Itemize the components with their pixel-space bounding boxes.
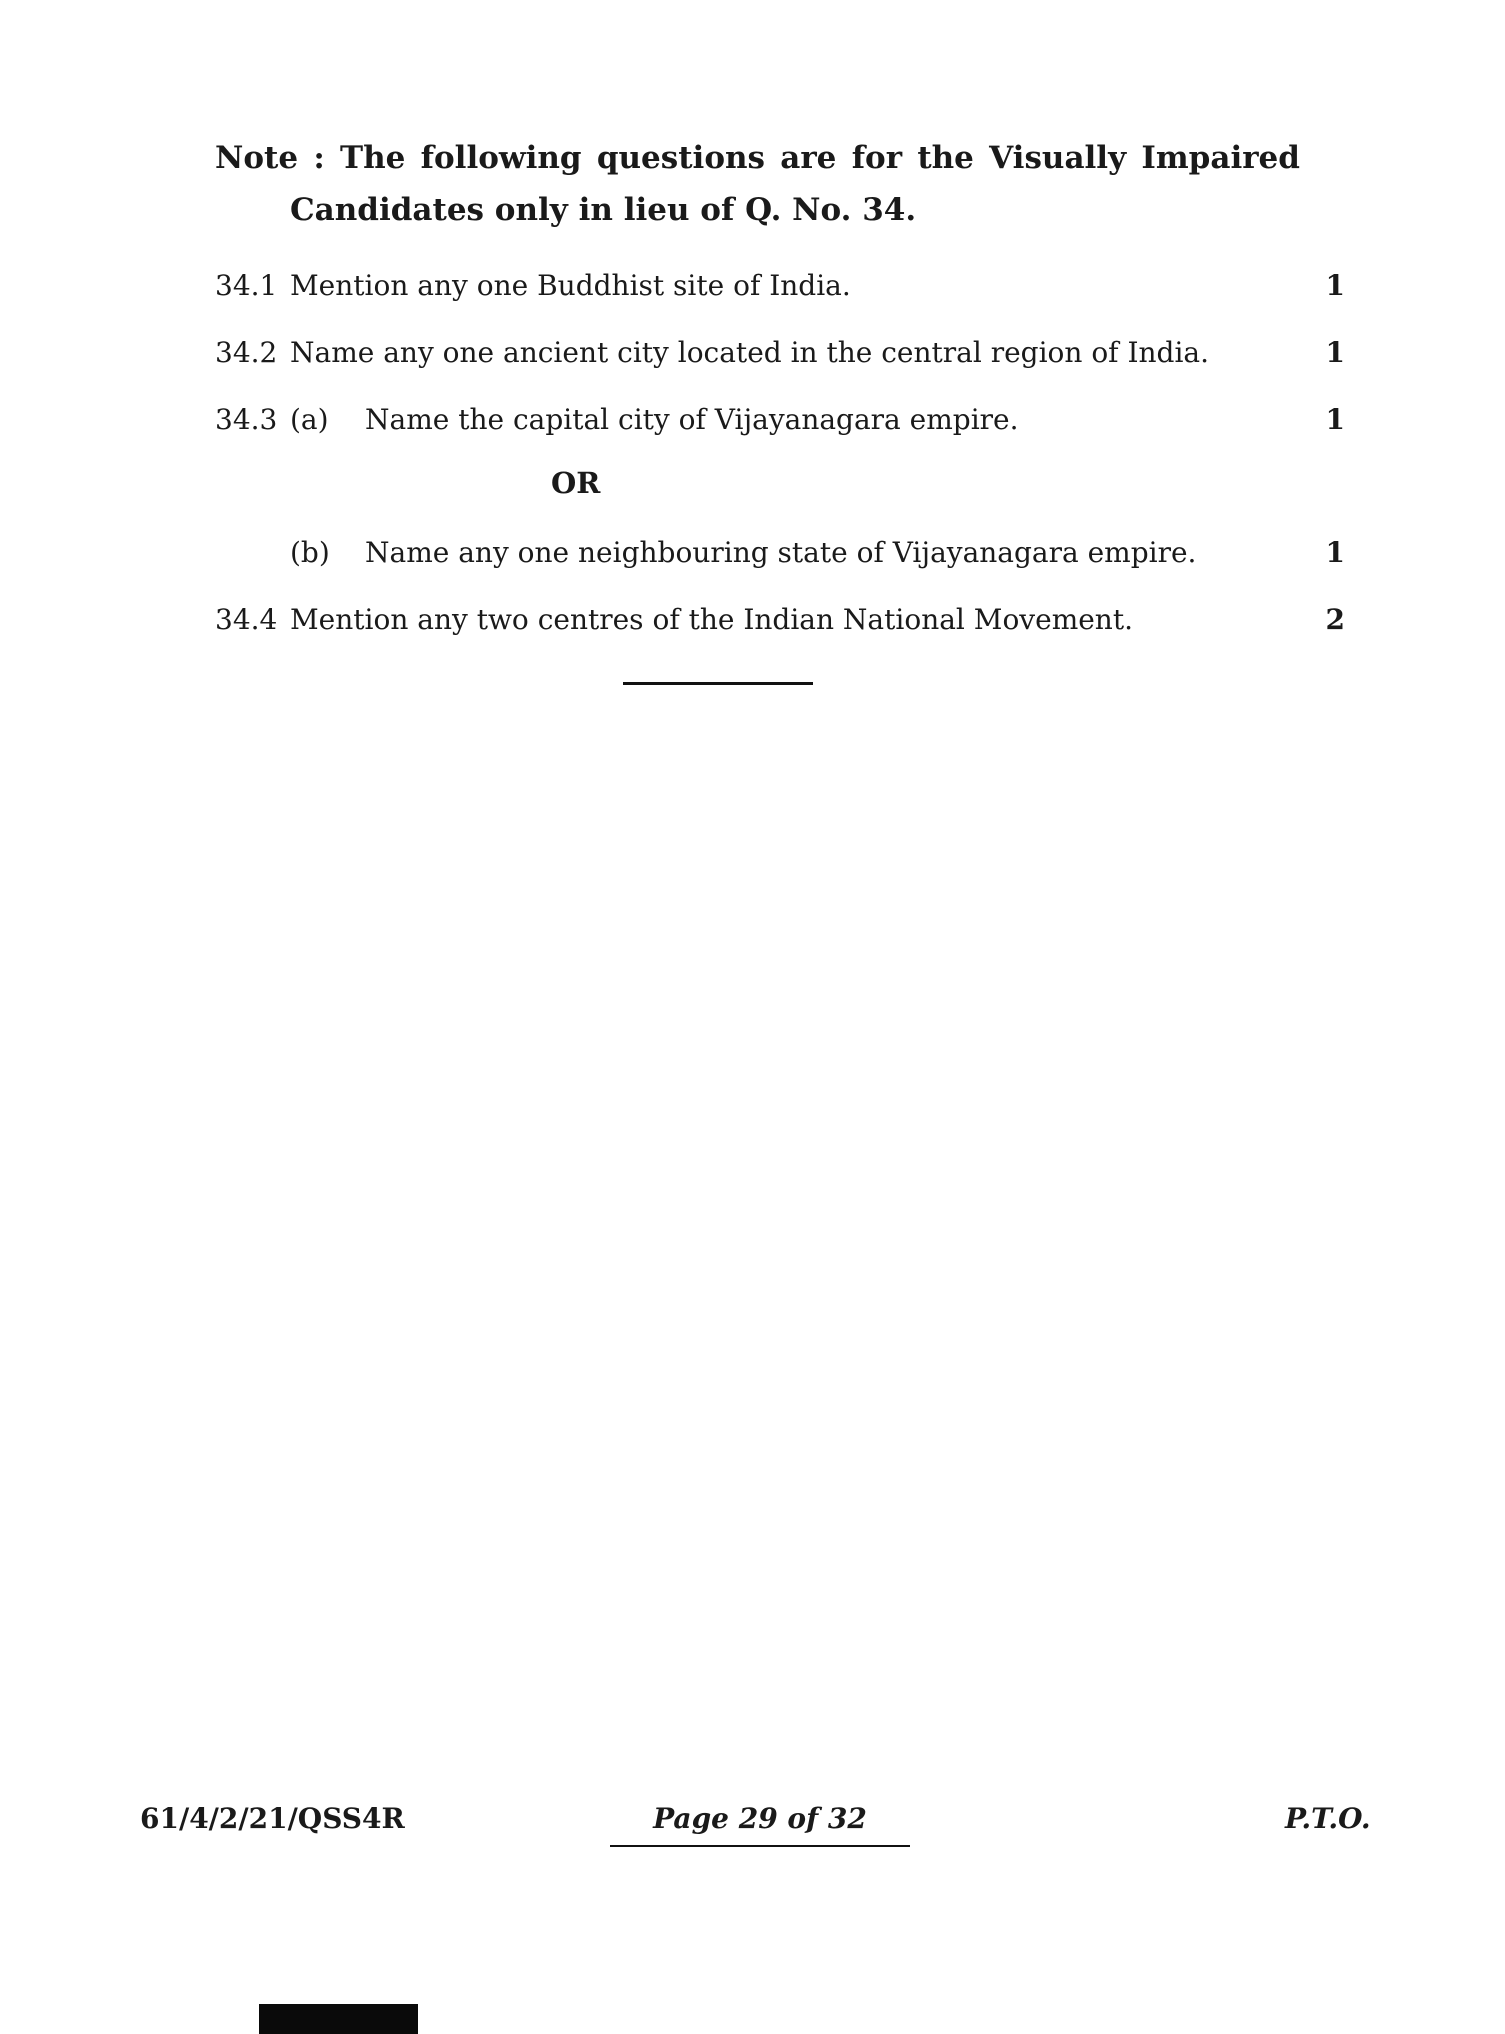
question-number: 34.1 bbox=[215, 268, 278, 302]
note-word: questions bbox=[596, 140, 765, 176]
question-number: 34.2 bbox=[215, 335, 278, 369]
question-text: Mention any two centres of the Indian National Movement. bbox=[290, 602, 1133, 636]
question-34-1 bbox=[215, 265, 1345, 305]
question-sub-label: (a) bbox=[290, 402, 329, 436]
section-end-rule bbox=[623, 682, 813, 685]
question-34-3-b bbox=[215, 532, 1345, 572]
or-label: OR bbox=[551, 466, 601, 500]
note-block bbox=[215, 132, 1300, 236]
note-word: Note bbox=[215, 140, 299, 176]
question-marks: 2 bbox=[1325, 602, 1345, 636]
question-number: 34.3 bbox=[215, 402, 278, 436]
question-marks: 1 bbox=[1325, 535, 1345, 569]
question-text: Name the capital city of Vijayanagara empire. bbox=[365, 402, 1019, 436]
question-34-4 bbox=[215, 599, 1345, 639]
question-text: Name any one neighbouring state of Vijayanagara empire. bbox=[365, 535, 1197, 569]
question-marks: 1 bbox=[1325, 268, 1345, 302]
note-word: Impaired bbox=[1141, 140, 1300, 176]
question-34-2 bbox=[215, 332, 1345, 372]
note-word: following bbox=[420, 140, 582, 176]
question-text: Name any one ancient city located in the central region of India. bbox=[290, 335, 1210, 369]
question-marks: 1 bbox=[1325, 402, 1345, 436]
note-word: Visually bbox=[989, 140, 1127, 176]
note-word: for bbox=[851, 140, 903, 176]
question-text: Mention any one Buddhist site of India. bbox=[290, 268, 851, 302]
paper-code: 61/4/2/21/QSS4R bbox=[140, 1802, 405, 1835]
note-word: The bbox=[340, 140, 406, 176]
page-number-underline bbox=[610, 1845, 910, 1847]
question-34-3-a bbox=[215, 399, 1345, 439]
black-marker-block bbox=[259, 2004, 418, 2034]
question-sub-label: (b) bbox=[290, 535, 330, 569]
note-word: the bbox=[917, 140, 974, 176]
question-marks: 1 bbox=[1325, 335, 1345, 369]
pto-label: P.T.O. bbox=[1285, 1802, 1371, 1835]
note-line-1 bbox=[215, 132, 1300, 184]
note-word: are bbox=[780, 140, 837, 176]
note-word: : bbox=[313, 140, 325, 176]
question-number: 34.4 bbox=[215, 602, 278, 636]
page-number: Page 29 of 32 bbox=[653, 1802, 867, 1835]
note-line-2: Candidates only in lieu of Q. No. 34. bbox=[290, 192, 917, 228]
